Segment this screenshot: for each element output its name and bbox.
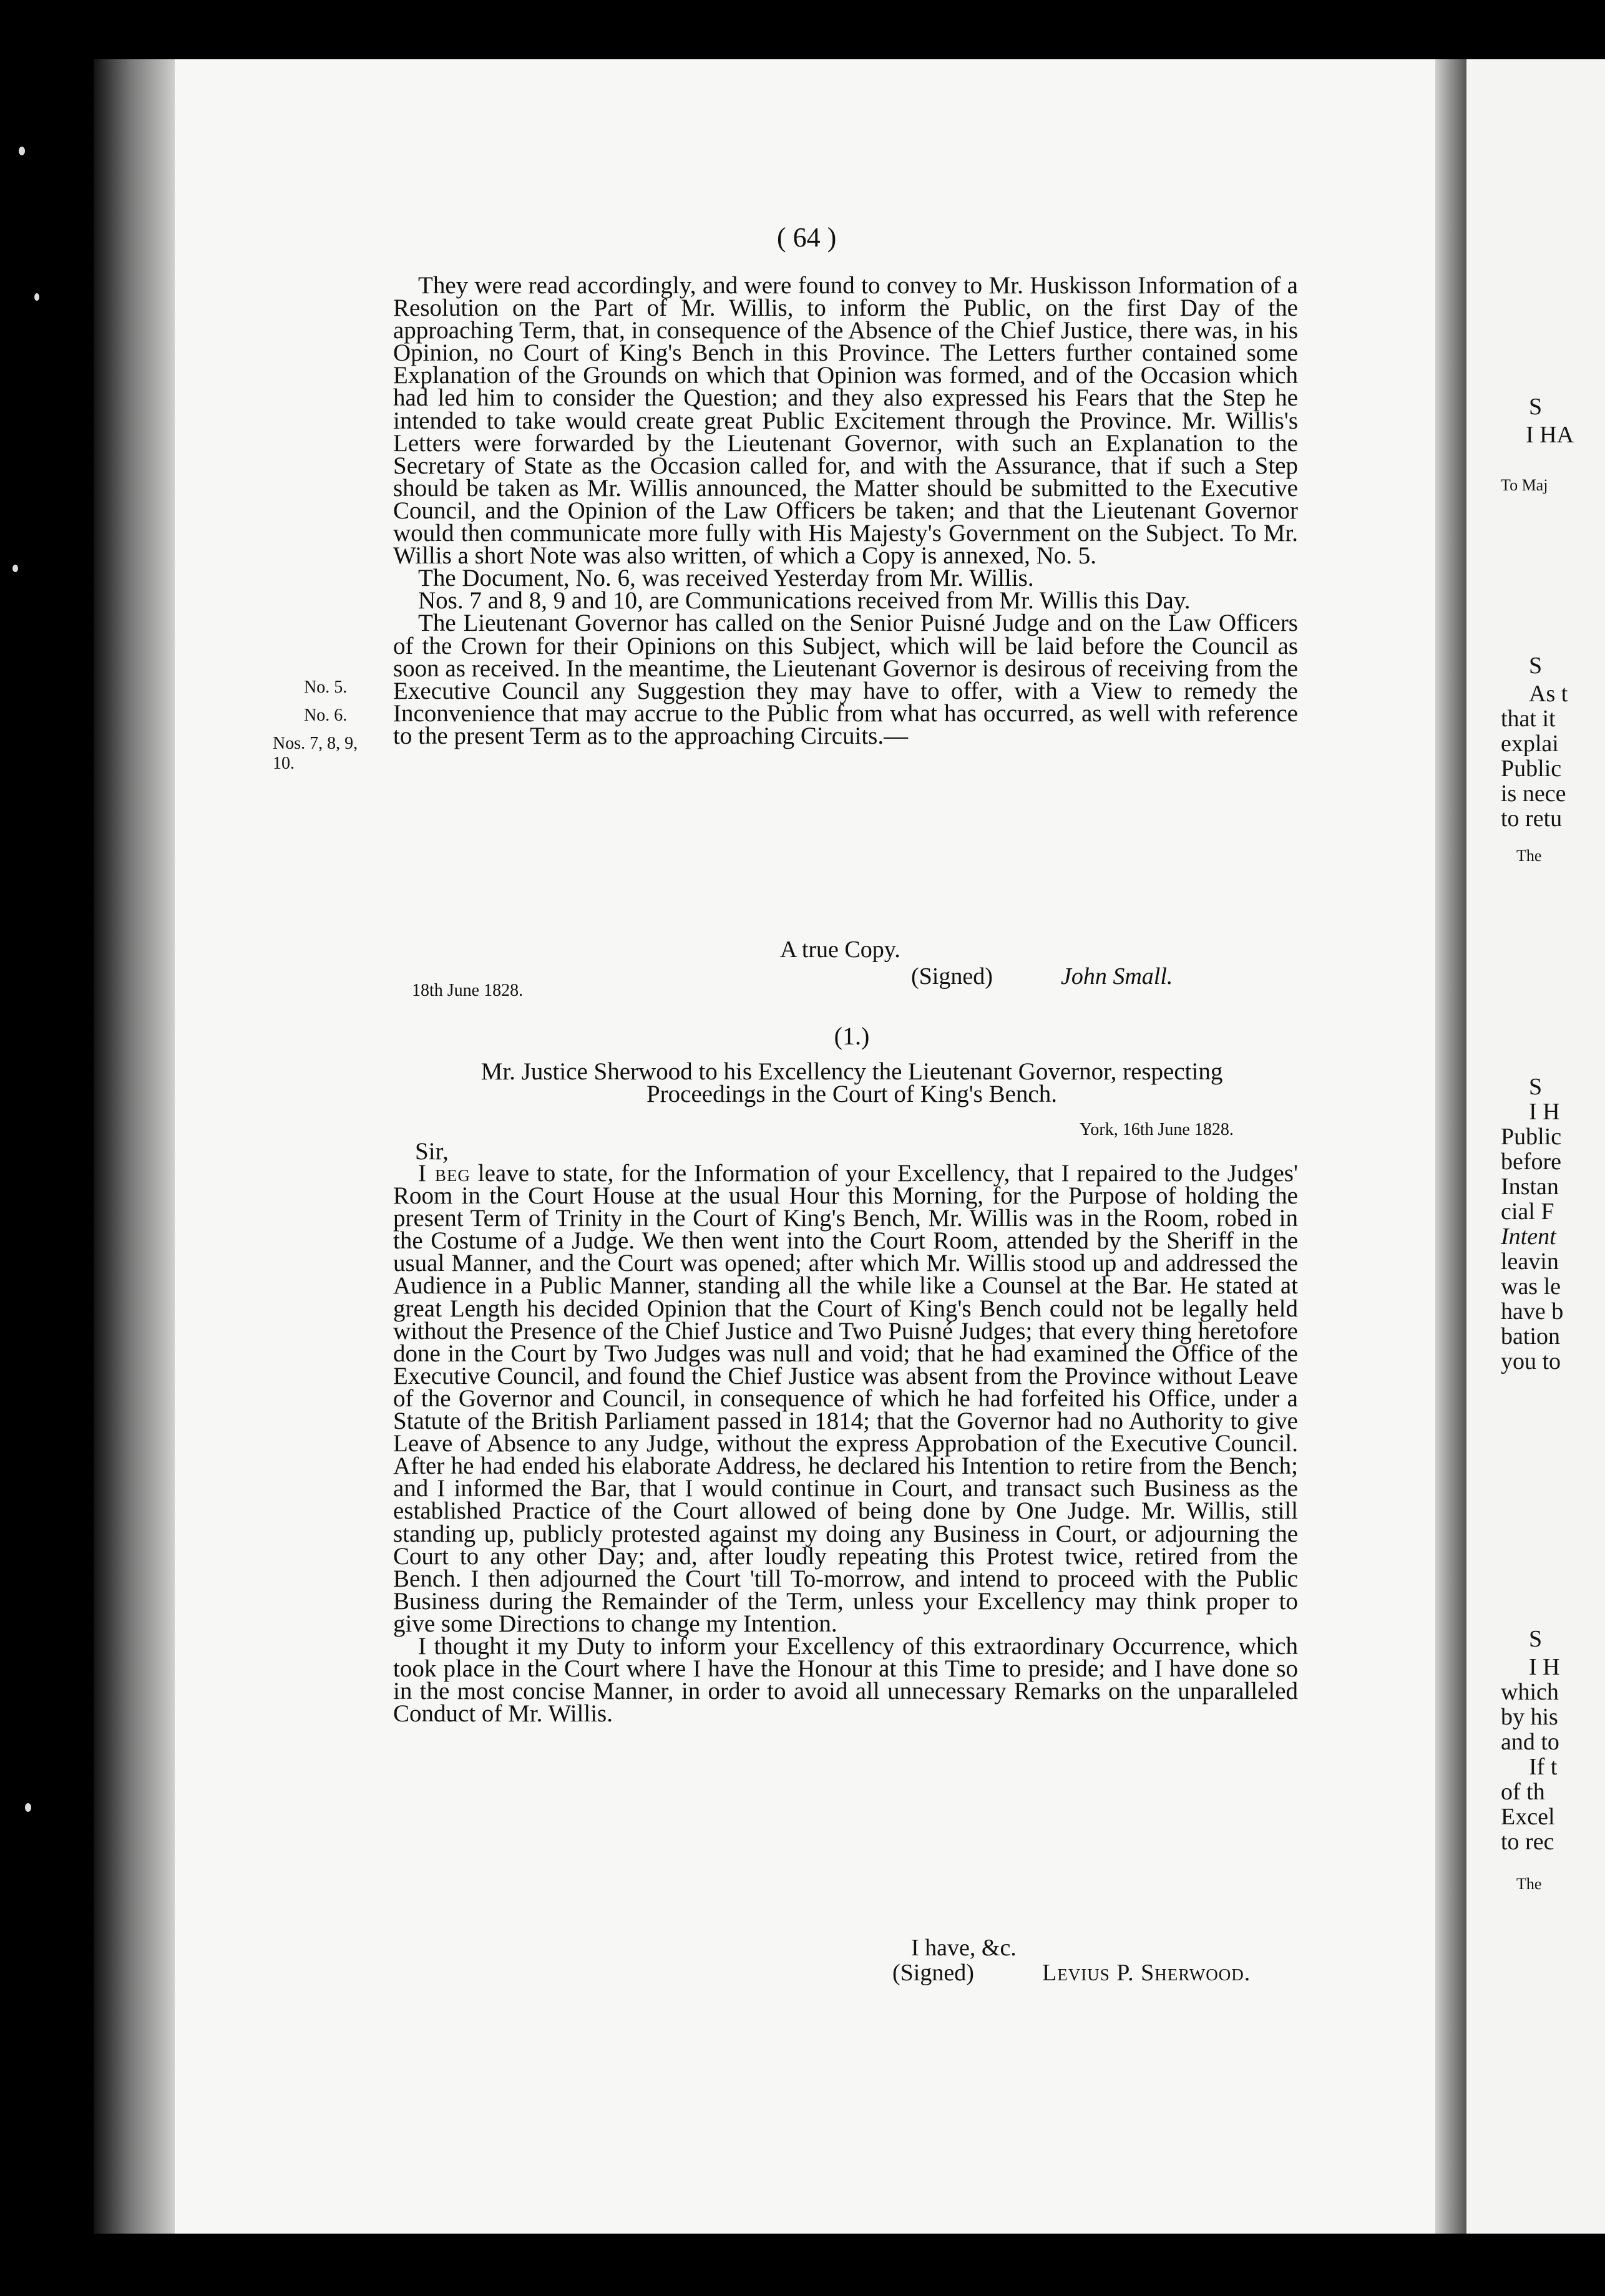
letter-title-line: Mr. Justice Sherwood to his Excellency the Lieutenant Governor, respecting [481, 1058, 1223, 1085]
dust-speck [12, 565, 18, 572]
facing-page [1466, 59, 1605, 2234]
facing-page-line: S [1529, 1074, 1543, 1100]
facing-page-line: If t [1529, 1754, 1558, 1780]
facing-page-line: by his [1501, 1704, 1558, 1730]
facing-page-line: Intent [1501, 1223, 1556, 1250]
dust-speck [34, 293, 39, 301]
facing-page-line: of th [1501, 1779, 1545, 1805]
minute-text [393, 272, 1298, 749]
facing-page-line: I H [1529, 1654, 1560, 1680]
facing-page-line: I H [1529, 1099, 1560, 1125]
letter-closing: I have, &c. [911, 1935, 1017, 1961]
signed-label: (Signed) [892, 1960, 974, 1986]
facing-page-line: have b [1501, 1298, 1564, 1325]
minute-paragraph: The Lieutenant Governor has called on the Senior Puisné Judge and on the Law Officers of the Crown for their Opinions on this Subject, which will be laid before the Council as soon as received. In the meantime, the Lieutenant Governor is desirous of receiving from the Executive Council any Suggestion they may have to offer, with a View to remedy the Inconvenience that may accrue to the Public from what has occurred, as well with reference to the present Term as to the approaching Circuits.— [393, 610, 1298, 749]
facing-page-line: S [1529, 1626, 1543, 1652]
facing-page-line: that it [1501, 706, 1556, 732]
facing-page-line: cial F [1501, 1199, 1554, 1225]
minute-paragraph: Nos. 7 and 8, 9 and 10, are Communications received from Mr. Willis this Day. [418, 587, 1191, 615]
letter-number [399, 1022, 1304, 1050]
dust-speck [19, 147, 25, 155]
facing-page-line: To Maj [1501, 476, 1548, 494]
letter-body [393, 1160, 1298, 1728]
facing-page-line: to rec [1501, 1829, 1554, 1855]
facing-page-line: Public [1501, 756, 1562, 782]
page-number: ( 64 ) [777, 222, 837, 253]
facing-page-line: was le [1501, 1273, 1561, 1300]
minute-paragraph: The Document, No. 6, was received Yesterday from Mr. Willis. [418, 565, 1034, 592]
signed-label: (Signed) [911, 963, 993, 990]
book-gutter [94, 59, 175, 2234]
book-binding [1435, 59, 1466, 2234]
facing-page-line: leavin [1501, 1248, 1559, 1275]
margin-note: 10. [273, 754, 295, 773]
signer-name: John Small. [1061, 963, 1173, 990]
margin-note: No. 5. [304, 678, 348, 697]
facing-page-line: bation [1501, 1323, 1560, 1350]
facing-page-line: S [1529, 653, 1543, 679]
facing-page-line: The [1516, 1875, 1542, 1893]
signer-name: Levius P. Sherwood. [1042, 1960, 1251, 1986]
minute-paragraph: They were read accordingly, and were found to convey to Mr. Huskisson Information of a Resolution on the Part of Mr. Willis, to inform the Public, on the first Day of the approaching Term, that, in consequence of the Absence of the Chief Justice, there was, in his Opinion, no Court of King's Bench in this Province. The Letters further contained some Explanation of the Grounds on which that Opinion was formed, and of the Occasion which had led him to consider the Question; and they also expressed his Fears that the Step he intended to take would create great Public Excitement through the Province. Mr. Willis's Letters were forwarded by the Lieutenant Governor, with such an Explanation to the Secretary of State as the Occasion called for, and with the Assurance, that if such a Step should be taken as Mr. Willis announced, the Matter should be submitted to the Executive Council, and the Opinion of the Law Officers be taken; and that the Lieutenant Governor would then communicate more fully with His Majesty's Government on the Subject. To Mr. Willis a short Note was also written, of which a Copy is annexed, No. 5. [393, 272, 1298, 570]
facing-page-line: Instan [1501, 1174, 1559, 1200]
facing-page-line: Public [1501, 1124, 1562, 1150]
dust-speck [25, 1803, 31, 1812]
facing-page-line: S [1529, 394, 1543, 420]
letter-title-line: Proceedings in the Court of King's Bench. [646, 1081, 1057, 1107]
facing-page-line: is nece [1501, 781, 1566, 807]
facing-page-line: to retu [1501, 805, 1563, 832]
letter-lead: I beg [418, 1160, 471, 1187]
letter-number-text: (1.) [834, 1022, 870, 1050]
letter-dateline: York, 16th June 1828. [1080, 1120, 1234, 1139]
facing-page-line: Excel [1501, 1804, 1555, 1830]
letter-paragraph [393, 1162, 1298, 1635]
true-copy-label: A true Copy. [780, 936, 900, 963]
margin-note: No. 6. [304, 706, 348, 725]
letter-salutation: Sir, [415, 1138, 449, 1165]
letter-paragraph-text: leave to state, for the Information of your Excellency, that I repaired to the Judges' Room in the Court House at the usual Hour this Morning, for the Purpose of holding the present Term of Trinity in the Court of King's Bench, Mr. Willis was in the Room, robed in the Costume of a Judge. We then went into the Court Room, attended by the Sheriff in the usual Manner, and the Court was opened; after which Mr. Willis stood up and addressed the Audience in a Public Manner, standing all the while like a Counsel at the Bar. He stated at great Length his decided Opinion that the Court of King's Bench could not be legally held without the Presence of the Chief Justice and Two Puisné Judges; that every thing heretofore done in the Court by Two Judges was null and void; that he had examined the Office of the Executive Council, and found the Chief Justice was absent from the Province without Leave of the Governor and Council, in consequence of which he had forfeited his Office, under a Statute of the British Parliament passed in 1814; that the Governor had no Authority to give Leave of Absence to any Judge, without the express Approbation of the Executive Council. After he had ended his elaborate Address, he declared his Intention to retire from the Bench; and I informed the Bar, that I would continue in Court, and transact such Business as the established Practice of the Court allowed of being done by One Judge. Mr. Willis, still standing up, publicly protested against my doing any Business in Court, or adjourning the Court to any other Day; and, after loudly repeating this Protest twice, retired from the Bench. I then adjourned the Court 'till To-morrow, and intend to proceed with the Public Business during the Remainder of the Term, unless your Excellency may think proper to give some Directions to change my Intention. [393, 1160, 1298, 1637]
facing-page-line: The [1516, 847, 1542, 865]
minute-date: 18th June 1828. [412, 981, 524, 1000]
letter-paragraph: I thought it my Duty to inform your Excellency of this extraordinary Occurrence, which took place in the Court where I have the Honour at this Time to preside; and I have done so in the most concise Manner, in order to avoid all unnecessary Remarks on the unparalleled Conduct of Mr. Willis. [393, 1632, 1298, 1728]
margin-note: Nos. 7, 8, 9, [273, 734, 358, 753]
facing-page-line: which [1501, 1679, 1559, 1705]
facing-page-line: you to [1501, 1348, 1561, 1374]
facing-page-line: As t [1529, 681, 1568, 707]
facing-page-line: explai [1501, 731, 1559, 757]
facing-page-line: before [1501, 1149, 1562, 1175]
facing-page-line: and to [1501, 1729, 1559, 1755]
facing-page-line: I HA [1526, 422, 1574, 448]
letter-title [399, 1058, 1304, 1107]
